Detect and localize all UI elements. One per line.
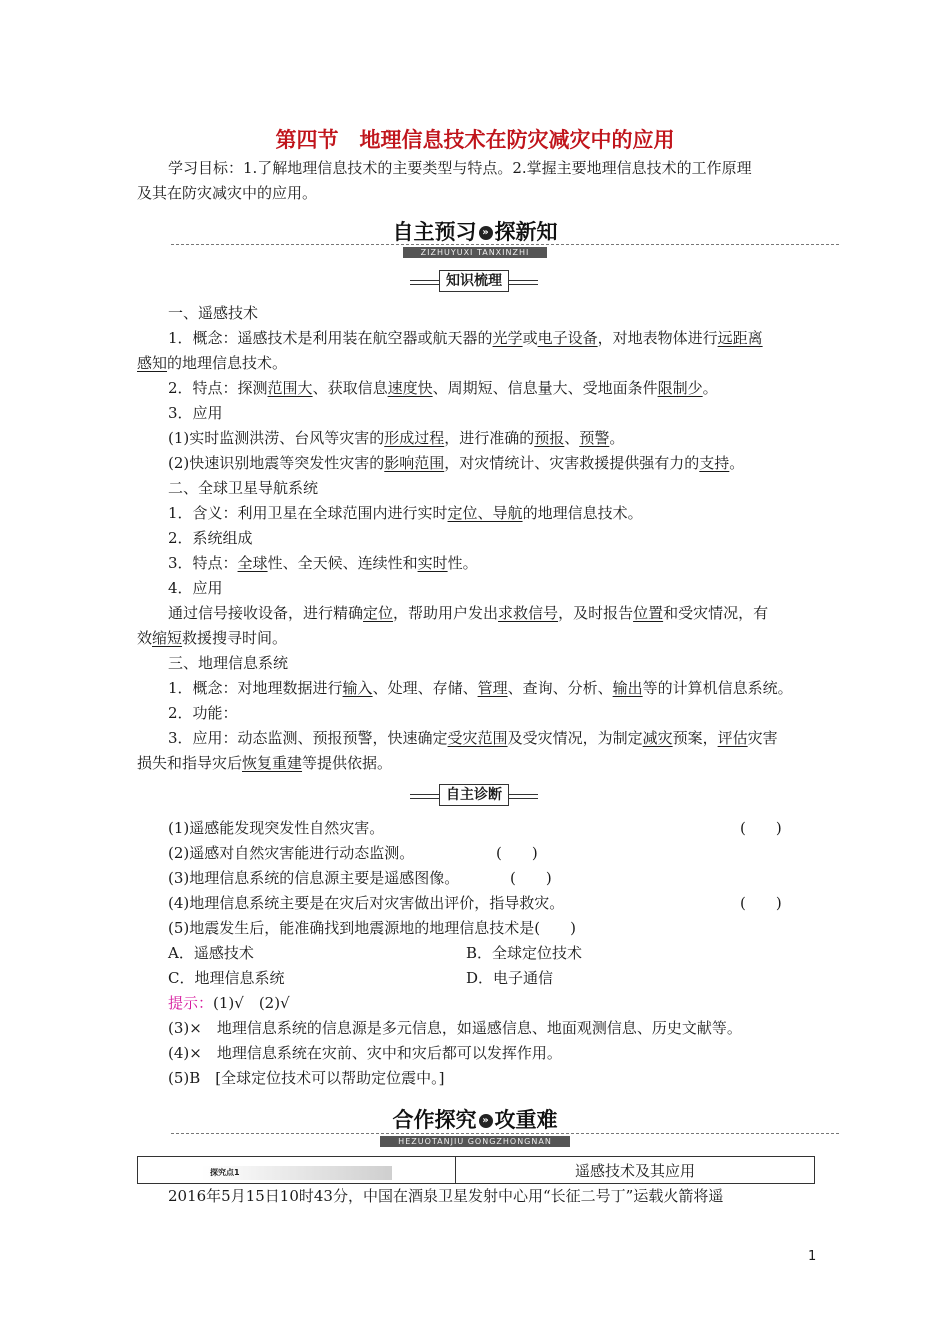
probe-label-cell: [138, 1157, 456, 1184]
quiz-item-1: (1)遥感能发现突发性自然灾害。: [168, 819, 385, 837]
option-d: D．电子通信: [466, 969, 554, 987]
rs-concept-line2: 感知的地理信息技术。: [137, 354, 288, 372]
heading-remote-sensing: 一、遥感技术: [168, 304, 259, 322]
answer-blank-2: ( ): [496, 844, 538, 862]
gis-application-line1: 3．应用：动态监测、预报预警，快速确定受灾范围及受灾情况，为制定减灾预案，评估灾害: [168, 729, 778, 747]
answer-blank-4: ( ): [740, 894, 782, 912]
probe-table: [137, 1156, 815, 1184]
gnss-application-line2: 效缩短救援搜寻时间。: [137, 629, 288, 647]
page-title: 第四节 地理信息技术在防灾减灾中的应用: [275, 128, 675, 152]
banner-subtitle: ZIZHUYUXI TANXINZHI: [0, 240, 950, 259]
dashed-divider: [171, 244, 839, 245]
banner-right-text: 探新知: [494, 220, 558, 244]
arrow-icon: »: [479, 226, 493, 240]
option-b: B．全球定位技术: [466, 944, 583, 962]
rs-application-2: (2)快速识别地震等突发性灾害的影响范围，对灾情统计、灾害救援提供强有力的支持。: [168, 454, 745, 472]
page-number: 1: [808, 1249, 817, 1264]
tag-self-diagnosis: 自主诊断: [410, 784, 538, 806]
quiz-item-4: (4)地理信息系统主要是在灾后对灾害做出评价，指导救灾。: [168, 894, 565, 912]
probe-label: 探究点1: [202, 1166, 392, 1180]
answer-blank-1: ( ): [740, 819, 782, 837]
dashed-divider: [171, 1133, 839, 1134]
gnss-meaning: 1．含义：利用卫星在全球范围内进行实时定位、导航的地理信息技术。: [168, 504, 643, 522]
answer-blank-3: ( ): [510, 869, 552, 887]
rs-application-heading: 3．应用: [168, 404, 223, 422]
heading-gis: 三、地理信息系统: [168, 654, 289, 672]
learning-goals-line2: 及其在防灾减灾中的应用。: [137, 184, 318, 202]
gis-application-line2: 损失和指导灾后恢复重建等提供依据。: [137, 754, 393, 772]
quiz-item-2: (2)遥感对自然灾害能进行动态监测。: [168, 844, 415, 862]
tag-knowledge-review: 知识梳理: [410, 270, 538, 292]
rs-concept-line1: 1．概念：遥感技术是利用装在航空器或航天器的光学或电子设备，对地表物体进行远距离: [168, 329, 763, 347]
option-a: A．遥感技术: [168, 944, 254, 962]
rs-application-1: (1)实时监测洪涝、台风等灾害的形成过程，进行准确的预报、预警。: [168, 429, 625, 447]
gnss-features: 3．特点：全球性、全天候、连续性和实时性。: [168, 554, 478, 572]
hint-label: 提示：: [168, 994, 214, 1012]
gnss-system: 2．系统组成: [168, 529, 253, 547]
gnss-application-line1: 通过信号接收设备，进行精确定位，帮助用户发出求救信号，及时报告位置和受灾情况，有: [168, 604, 769, 622]
banner-subtitle: HEZUOTANJIU GONGZHONGNAN: [0, 1129, 950, 1148]
banner-left-text: 合作探究: [392, 1108, 477, 1132]
rs-features: 2．特点：探测范围大、获取信息速度快、周期短、信息量大、受地面条件限制少。: [168, 379, 718, 397]
hint-3: (3)× 地理信息系统的信息源是多元信息，如遥感信息、地面观测信息、历史文献等。: [168, 1019, 742, 1037]
banner-right-text: 攻重难: [494, 1108, 558, 1132]
banner-left-text: 自主预习: [392, 220, 477, 244]
heading-gnss: 二、全球卫星导航系统: [168, 479, 319, 497]
arrow-icon: »: [479, 1114, 493, 1128]
gnss-application-heading: 4．应用: [168, 579, 223, 597]
learning-goals-line1: 学习目标：1.了解地理信息技术的主要类型与特点。2.掌握主要地理信息技术的工作原理: [168, 159, 752, 177]
gis-concept: 1．概念：对地理数据进行输入、处理、存储、管理、查询、分析、输出等的计算机信息系统。: [168, 679, 793, 697]
hint-line: 提示：(1)√ (2)√: [168, 994, 290, 1012]
quiz-item-5: (5)地震发生后，能准确找到地震源地的地理信息技术是( ): [168, 919, 576, 937]
hint-5: (5)B [全球定位技术可以帮助定位震中。]: [168, 1069, 445, 1087]
gis-function: 2．功能：: [168, 704, 238, 722]
paragraph-start: 2016年5月15日10时43分，中国在酒泉卫星发射中心用“长征二号丁”运载火箭将遥: [168, 1187, 724, 1205]
quiz-item-3: (3)地理信息系统的信息源主要是遥感图像。: [168, 869, 460, 887]
option-c: C．地理信息系统: [168, 969, 285, 987]
probe-topic: 遥感技术及其应用: [456, 1157, 815, 1184]
hint-4: (4)× 地理信息系统在灾前、灾中和灾后都可以发挥作用。: [168, 1044, 562, 1062]
